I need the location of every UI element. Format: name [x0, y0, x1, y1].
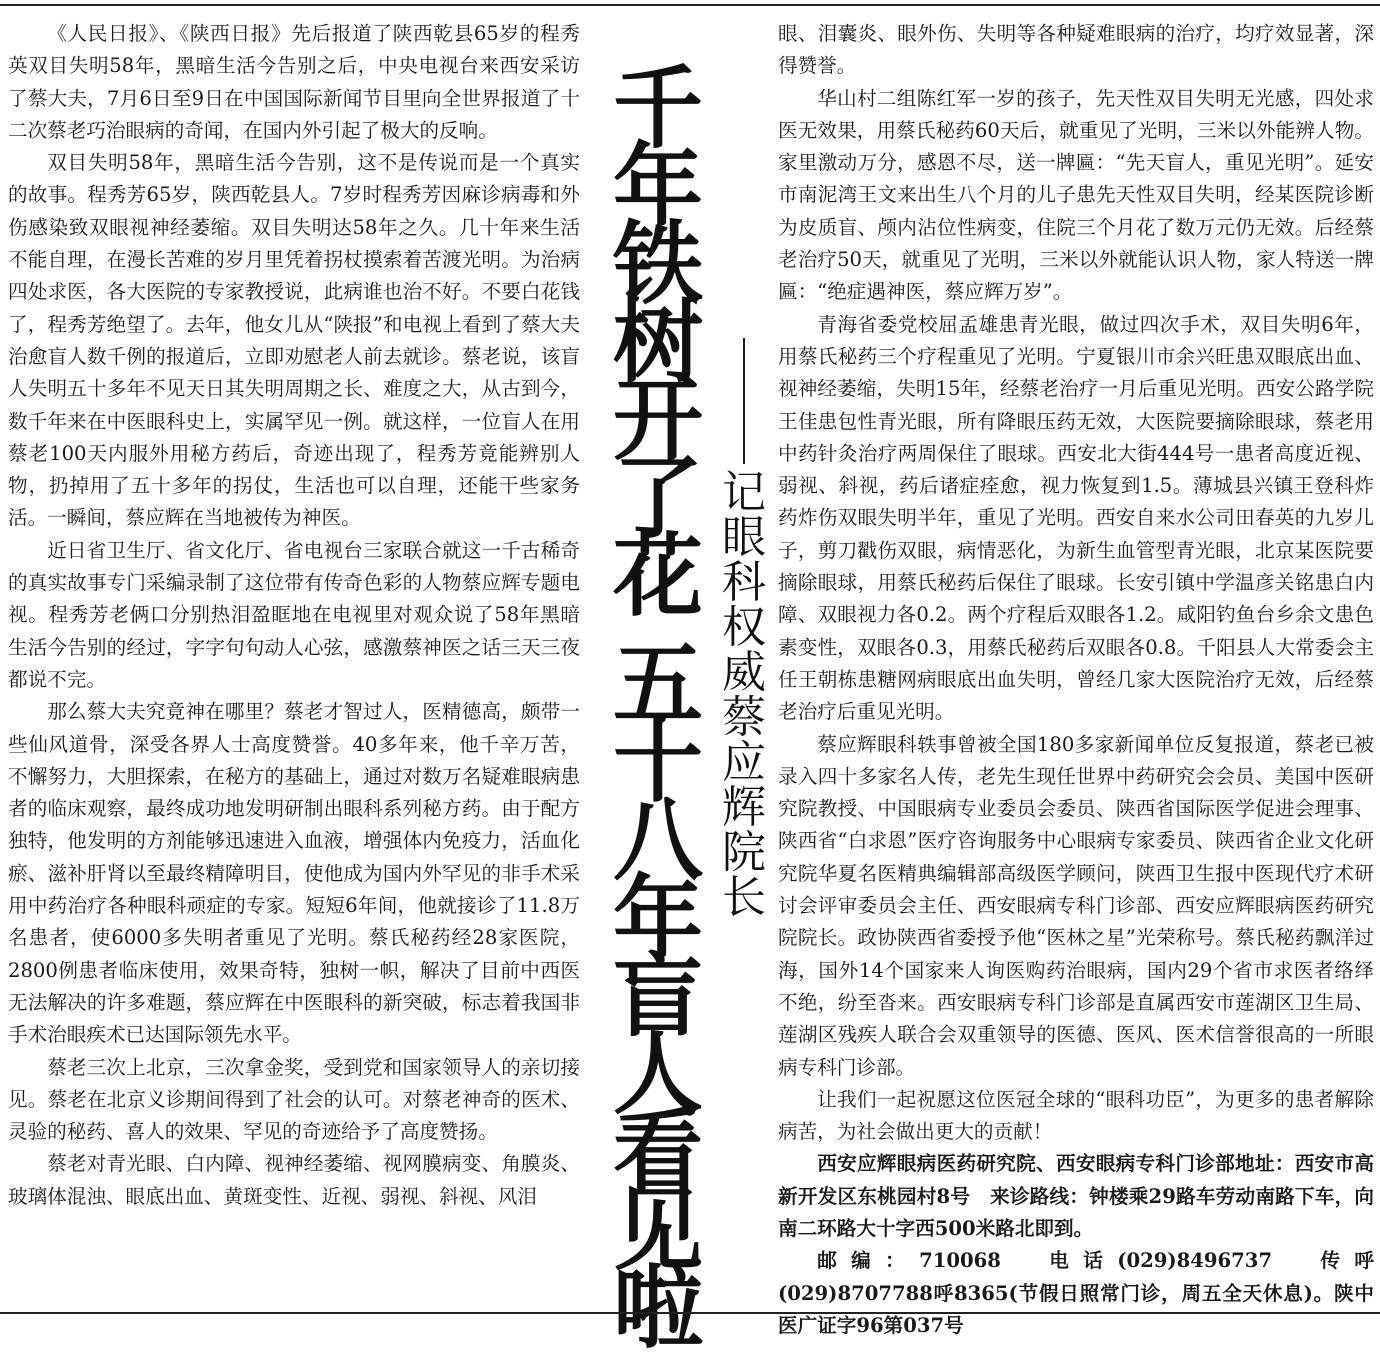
left-article-column: [8, 18, 580, 1213]
subheadline-char: 蔡: [722, 692, 766, 743]
paragraph: 蔡老对青光眼、白内障、视神经萎缩、视网膜病变、角膜炎、玻璃体混浊、眼底出血、黄斑变性、近视、弱视、斜视、风泪: [8, 1152, 580, 1208]
headline-char: 树: [613, 290, 703, 395]
headline-char: 花: [613, 524, 703, 629]
headline-char: 盲: [613, 944, 703, 1049]
subheadline-char: 眼: [722, 512, 766, 563]
paragraph: 近日省卫生厅、省文化厅、省电视台三家联合就这一千古稀奇的真实故事专门采编录制了这位带有传奇色彩的人物蔡应辉专题电视。程秀芳老俩口分别热泪盈眶地在电视里对观众说了58年黑暗生活今告别的经过，字字句句动人心弦，感激蔡神医之话三天三夜都说不完。: [8, 538, 580, 691]
headline-char: 年: [613, 866, 703, 971]
subheadline-char: 威: [722, 647, 766, 698]
headline-char: 千: [613, 56, 703, 161]
headline-char: 人: [613, 1022, 703, 1127]
subheadline-char: 应: [722, 737, 766, 788]
headline-char: 铁: [613, 212, 703, 317]
headline-vertical: [598, 56, 718, 1361]
paragraph: 那么蔡大夫究竟神在哪里？蔡老才智过人，医精德高，颇带一些仙风道骨，深受各界人士高度赞誉。40多年来，他千辛万苦，不懈努力，大胆探索，在秘方的基础上，通过对数万名疑难眼病患者的临床观察，最终成功地发明研制出眼科系列秘方药。由于配方独特，他发明的方剂能够迅速进入血液，增强体内免疫力，活血化瘀、滋补肝肾以至最终精障明目，使他成为国内外罕见的非手术采用中药治疗各种眼科顽症的专家。短短6年间，他就接诊了11.8万名患者，使6000多失明者重见了光明。蔡氏秘药经28家医院，2800例患者临床使用，效果奇特，独树一帜，解决了目前中西医无法解决的许多难题，蔡应辉在中医眼科的新突破，标志着我国非手术治眼疾术已达国际领先水平。: [8, 700, 580, 1047]
paragraph: 蔡老三次上北京，三次拿金奖，受到党和国家领导人的亲切接见。蔡老在北京义诊期间得到了社会的认可。对蔡老神奇的医术、灵验的秘药、喜人的效果、罕见的奇迹给予了高度赞扬。: [8, 1055, 580, 1144]
headline-char: 八: [613, 788, 703, 893]
paragraph: 双目失明58年，黑暗生活今告别，这不是传说而是一个真实的故事。程秀芳65岁，陕西乾县人。7岁时程秀芳因麻诊病毒和外伤感染致双眼视神经萎缩。双目失明达58年之久。几十年来生活不能自理，在漫长苦难的岁月里凭着拐杖摸索着苦渡光明。为治病四处求医，各大医院的专家教授说，此病谁也治不好。不要白花钱了，程秀芳绝望了。去年，他女儿从“陕报”和电视上看到了蔡大夫治愈盲人数千例的报道后，立即劝慰老人前去就诊。蔡老说，该盲人失明五十多年不见天日其失明周期之长、难度之大，从古到今，数千年来在中医眼科史上，实属罕见一例。就这样，一位盲人在用蔡老100天内服外用秘方药后，奇迹出现了，程秀芳竟能辨别人物，扔掉用了五十多年的拐仗，生活也可以自理，还能干些家务活。一瞬间，蔡应辉在当地被传为神医。: [8, 151, 580, 530]
clinic-contact: 邮编：710068 电话(029)8496737 传呼(029)8707788呼8365(节假日照常门诊，周五全天休息)。陕中医广证字96第037号: [778, 1249, 1374, 1337]
headline-char: 五: [613, 632, 703, 737]
paragraph: 蔡应辉眼科轶事曾被全国180多家新闻单位反复报道，蔡老已被录入四十多家名人传，老先生现任世界中药研究会会员、美国中医研究院教授、中国眼病专业委员会委员、陕西省国际医学促进会理事、陕西省“白求恩”医疗咨询服务中心眼病专家委员、陕西省企业文化研究院华夏名医精典编辑部高级医学顾问，陕西卫生报中医现代疗术研讨会评审委员会主任、西安眼病专科门诊部、西安应辉眼病医药研究院院长。政协陕西省委授予他“医林之星”光荣称号。蔡氏秘药飘洋过海，国外14个国家来人询医购药治眼病，国内29个省市求医者络绎不绝，纷至沓来。西安眼病专科门诊部是直属西安市莲湖区卫生局、莲湖区残疾人联合会双重领导的医德、医风、医术信誉很高的一所眼病专科门诊部。: [778, 732, 1374, 1079]
right-article-column: [778, 18, 1374, 1342]
paragraph: 青海省委党校屈孟雄患青光眼，做过四次手术，双目失明6年，用蔡氏秘药三个疗程重见了光明。宁夏银川市余兴旺患双眼底出血、视神经萎缩，失明15年，经蔡老治疗一月后重见光明。西安公路学院王佳患包性青光眼，所有降眼压药无效，大医院要摘除眼球，蔡老用中药针灸治疗两周保住了眼球。西安北大街444号一患者高度近视、弱视、斜视，药后诸症痊愈，视力恢复到1.5。薄城县兴镇王登科炸药炸伤双眼失明半年，重见了光明。西安自来水公司田春英的九岁儿子，剪刀戳伤双眼，病情恶化，为新生血管型青光眼，北京某医院要摘除眼球，用蔡氏秘药后保住了眼球。长安引镇中学温彦关铭患白内障、双眼视力各0.2。两个疗程后双眼各1.2。咸阳钓鱼台乡余文患色素变性，双眼各0.3，用蔡氏秘药后双眼各0.8。千阳县人大常委会主任王朝栋患糖网病眼底出血失明，曾经几家大医院治疗无效，后经蔡老治疗后重见光明。: [778, 312, 1374, 724]
top-rule: [0, 4, 1380, 6]
headline-char: 看: [613, 1100, 703, 1205]
subheadline-char: 院: [722, 827, 766, 878]
paragraph-continuation: 眼、泪囊炎、眼外伤、失明等各种疑难眼病的治疗，均疗效显著，深得赞誉。: [778, 22, 1374, 78]
subheadline-vertical: [718, 338, 770, 923]
subheadline-dash: [743, 338, 745, 464]
subheadline-char: 辉: [722, 782, 766, 833]
clinic-address: 西安应辉眼病医药研究院、西安眼病专科门诊部地址：西安市高新开发区东桃园村8号 来诊路线：钟楼乘29路车劳动南路下车，向南二环路大十字西500米路北即到。: [778, 1152, 1374, 1240]
paragraph: 让我们一起祝愿这位医冠全球的“眼科功臣”，为更多的患者解除病苦，为社会做出更大的贡献！: [778, 1087, 1374, 1144]
paragraph: 《人民日报》、《陕西日报》先后报道了陕西乾县65岁的程秀英双目失明58年，黑暗生活今告别之后，中央电视台来西安采访了蔡大夫，7月6日至9日在中国国际新闻节目里向全世界报道了十二次蔡老巧治眼病的奇闻，在国内外引起了极大的反响。: [8, 22, 580, 142]
subheadline-char: 记: [722, 467, 766, 518]
subheadline-char: 权: [722, 602, 766, 653]
subheadline-char: 长: [722, 872, 766, 923]
headline-char: 开: [613, 368, 703, 473]
paragraph: 华山村二组陈红军一岁的孩子，先天性双目失明无光感，四处求医无效果，用蔡氏秘药60天后，就重见了光明，三米以外能辨人物。家里激动万分，感恩不尽，送一牌匾：“先天盲人，重见光明”。延安市南泥湾王文来出生八个月的儿子患先天性双目失明，经某医院诊断为皮质盲、颅内沾位性病变，住院三个月花了数万元仍无效。后经蔡老治疗50天，就重见了光明，三米以外就能认识人物，家人特送一牌匾：“绝症遇神医，蔡应辉万岁”。: [778, 86, 1374, 304]
headline-char: 见: [613, 1178, 703, 1283]
bottom-rule: [0, 1312, 1380, 1314]
headline-char: 啦: [613, 1256, 703, 1361]
subheadline-char: 科: [722, 557, 766, 608]
headline-char: 年: [613, 134, 703, 239]
headline-char: 十: [613, 710, 703, 815]
headline-char: 了: [613, 446, 703, 551]
